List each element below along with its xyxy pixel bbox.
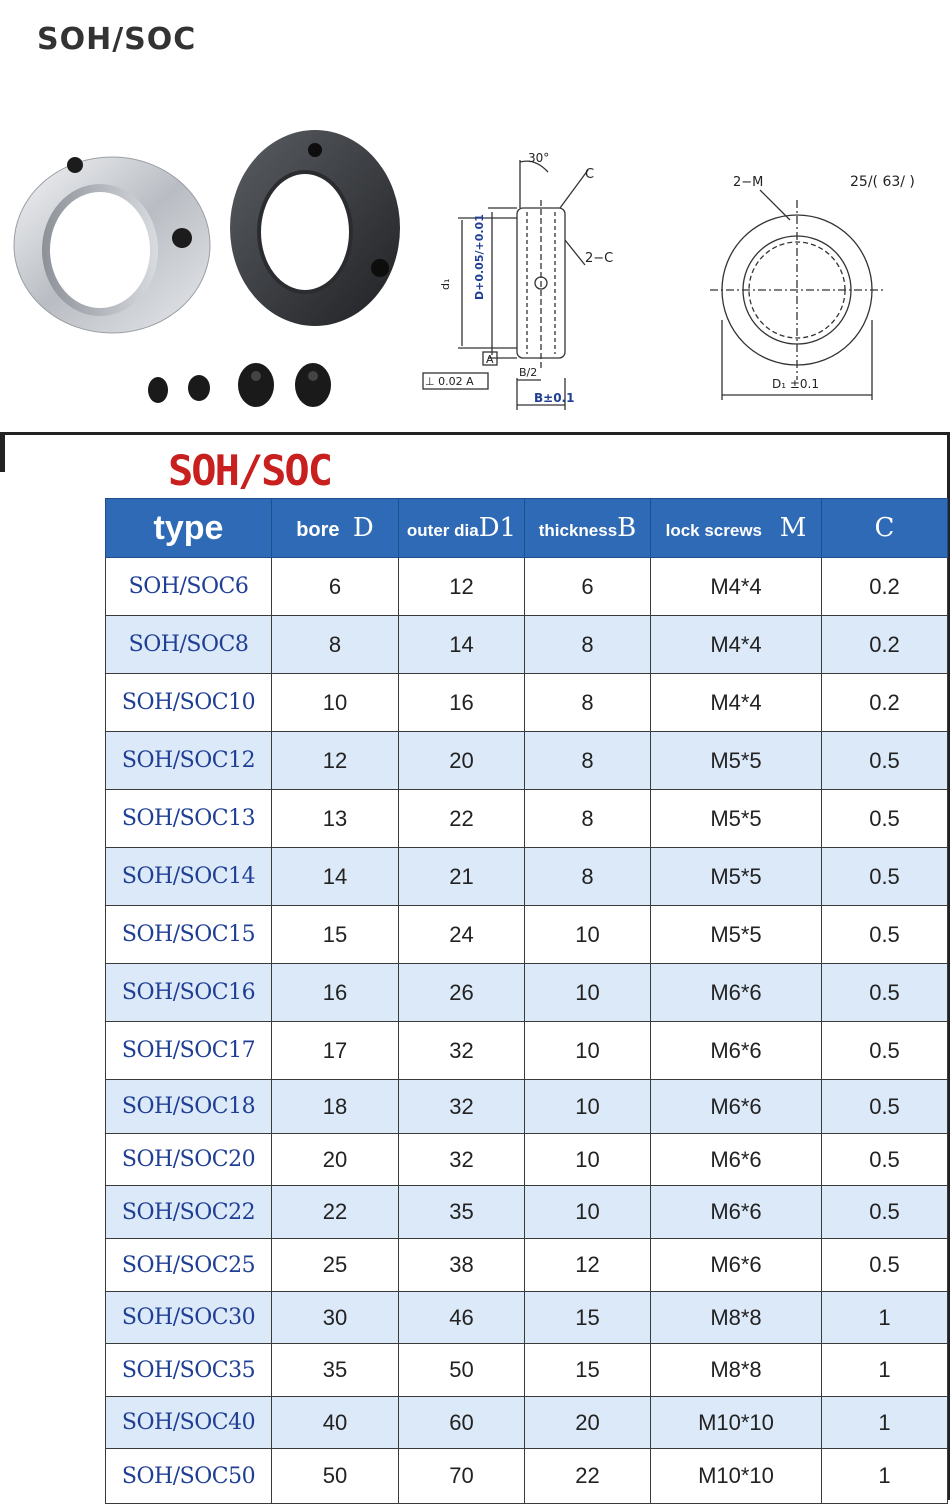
table-row bbox=[106, 790, 948, 848]
outer-dia-cell: 50 bbox=[399, 1344, 525, 1397]
chamfer-cell: 0.5 bbox=[822, 1080, 948, 1134]
bore-cell: 35 bbox=[272, 1344, 399, 1397]
type-cell: SOH/SOC12 bbox=[106, 732, 272, 790]
table-row bbox=[106, 1239, 948, 1292]
type-cell: SOH/SOC17 bbox=[106, 1022, 272, 1080]
spec-table-body bbox=[106, 558, 948, 1504]
chamfer-cell: 0.5 bbox=[822, 732, 948, 790]
type-cell: SOH/SOC13 bbox=[106, 790, 272, 848]
chamfer-cell: 0.5 bbox=[822, 906, 948, 964]
header-lock-screws: lock screws M bbox=[651, 499, 822, 558]
set-screws-photo bbox=[148, 363, 331, 407]
table-row bbox=[106, 848, 948, 906]
thickness-cell: 10 bbox=[525, 1022, 651, 1080]
bore-cell: 13 bbox=[272, 790, 399, 848]
type-cell: SOH/SOC25 bbox=[106, 1239, 272, 1292]
flatness-label: ⊥ 0.02 A bbox=[425, 375, 474, 388]
chamfer-cell: 0.2 bbox=[822, 674, 948, 732]
outer-dia-cell: 32 bbox=[399, 1134, 525, 1186]
outer-dia-cell: 24 bbox=[399, 906, 525, 964]
thickness-cell: 10 bbox=[525, 1080, 651, 1134]
table-row bbox=[106, 616, 948, 674]
chamfer-cell: 0.5 bbox=[822, 1186, 948, 1239]
type-cell: SOH/SOC8 bbox=[106, 616, 272, 674]
thickness-cell: 15 bbox=[525, 1344, 651, 1397]
bore-cell: 18 bbox=[272, 1080, 399, 1134]
product-illustrations bbox=[0, 120, 952, 420]
bore-cell: 6 bbox=[272, 558, 399, 616]
table-row bbox=[106, 906, 948, 964]
lock-screw-cell: M6*6 bbox=[651, 1022, 822, 1080]
header-thickness: thicknessB bbox=[525, 499, 651, 558]
chamfer-cell: 0.5 bbox=[822, 1022, 948, 1080]
type-cell: SOH/SOC50 bbox=[106, 1449, 272, 1504]
thickness-cell: 10 bbox=[525, 1134, 651, 1186]
outer-dia-cell: 32 bbox=[399, 1022, 525, 1080]
table-row bbox=[106, 1344, 948, 1397]
table-header-row bbox=[106, 499, 948, 558]
surface-finish-label: 25/( 63/ ) bbox=[850, 174, 915, 190]
chamfer-count-label: 2−C bbox=[585, 251, 614, 266]
outer-dia-cell: 46 bbox=[399, 1292, 525, 1344]
thickness-cell: 6 bbox=[525, 558, 651, 616]
outer-dia-cell: 26 bbox=[399, 964, 525, 1022]
outer-dia-cell: 38 bbox=[399, 1239, 525, 1292]
outer-dia-cell: 22 bbox=[399, 790, 525, 848]
bore-cell: 15 bbox=[272, 906, 399, 964]
type-cell: SOH/SOC22 bbox=[106, 1186, 272, 1239]
half-b-label: B/2 bbox=[519, 366, 538, 379]
chamfer-cell: 0.5 bbox=[822, 790, 948, 848]
bore-cell: 14 bbox=[272, 848, 399, 906]
table-row bbox=[106, 964, 948, 1022]
silver-collar-photo bbox=[14, 157, 210, 333]
table-row bbox=[106, 1292, 948, 1344]
type-cell: SOH/SOC10 bbox=[106, 674, 272, 732]
type-cell: SOH/SOC40 bbox=[106, 1397, 272, 1449]
table-row bbox=[106, 1186, 948, 1239]
chamfer-cell: 1 bbox=[822, 1449, 948, 1504]
datum-label: A bbox=[486, 353, 494, 366]
thickness-cell: 10 bbox=[525, 906, 651, 964]
header-type: type bbox=[106, 499, 272, 558]
bore-cell: 16 bbox=[272, 964, 399, 1022]
lock-screw-cell: M8*8 bbox=[651, 1292, 822, 1344]
table-row bbox=[106, 1449, 948, 1504]
black-collar-photo bbox=[230, 130, 400, 326]
type-cell: SOH/SOC35 bbox=[106, 1344, 272, 1397]
thickness-cell: 8 bbox=[525, 674, 651, 732]
outer-dia-cell: 14 bbox=[399, 616, 525, 674]
outer-dia-cell: 16 bbox=[399, 674, 525, 732]
outer-dia-cell: 32 bbox=[399, 1080, 525, 1134]
header-outer-dia: outer diaD1 bbox=[399, 499, 525, 558]
header-c: C bbox=[822, 499, 948, 558]
lock-screw-cell: M6*6 bbox=[651, 964, 822, 1022]
outer-dia-cell: 21 bbox=[399, 848, 525, 906]
table-row bbox=[106, 558, 948, 616]
chamfer-cell: 0.2 bbox=[822, 616, 948, 674]
lock-screw-cell: M5*5 bbox=[651, 732, 822, 790]
thickness-cell: 10 bbox=[525, 964, 651, 1022]
table-row bbox=[106, 1080, 948, 1134]
frame-corner bbox=[0, 432, 5, 472]
bore-cell: 17 bbox=[272, 1022, 399, 1080]
chamfer-cell: 1 bbox=[822, 1292, 948, 1344]
bore-cell: 40 bbox=[272, 1397, 399, 1449]
page-title: SOH/SOC bbox=[37, 22, 197, 57]
chamfer-cell: 0.2 bbox=[822, 558, 948, 616]
type-cell: SOH/SOC30 bbox=[106, 1292, 272, 1344]
lock-screw-cell: M4*4 bbox=[651, 558, 822, 616]
chamfer-cell: 0.5 bbox=[822, 964, 948, 1022]
type-cell: SOH/SOC14 bbox=[106, 848, 272, 906]
thickness-cell: 20 bbox=[525, 1397, 651, 1449]
lock-screw-cell: M5*5 bbox=[651, 906, 822, 964]
bore-cell: 25 bbox=[272, 1239, 399, 1292]
header-bore: bore D bbox=[272, 499, 399, 558]
lock-screw-cell: M4*4 bbox=[651, 616, 822, 674]
chamfer-cell: 1 bbox=[822, 1397, 948, 1449]
lock-screw-cell: M6*6 bbox=[651, 1239, 822, 1292]
lock-screw-cell: M10*10 bbox=[651, 1397, 822, 1449]
table-row bbox=[106, 732, 948, 790]
screw-label: 2−M bbox=[733, 175, 764, 190]
lock-screw-cell: M5*5 bbox=[651, 790, 822, 848]
lock-screw-cell: M6*6 bbox=[651, 1134, 822, 1186]
outer-dia-cell: 12 bbox=[399, 558, 525, 616]
table-row bbox=[106, 674, 948, 732]
b-tolerance-label: B±0.1 bbox=[534, 391, 575, 405]
table-row bbox=[106, 1397, 948, 1449]
chamfer-cell: 0.5 bbox=[822, 1134, 948, 1186]
table-row bbox=[106, 1134, 948, 1186]
bore-cell: 10 bbox=[272, 674, 399, 732]
thickness-cell: 10 bbox=[525, 1186, 651, 1239]
thickness-cell: 22 bbox=[525, 1449, 651, 1504]
outer-dia-cell: 35 bbox=[399, 1186, 525, 1239]
d1-label: d₁ bbox=[439, 278, 452, 290]
bore-cell: 22 bbox=[272, 1186, 399, 1239]
bore-cell: 50 bbox=[272, 1449, 399, 1504]
lock-screw-cell: M4*4 bbox=[651, 674, 822, 732]
thickness-cell: 8 bbox=[525, 848, 651, 906]
type-cell: SOH/SOC6 bbox=[106, 558, 272, 616]
outer-dia-cell: 60 bbox=[399, 1397, 525, 1449]
thickness-cell: 8 bbox=[525, 790, 651, 848]
type-cell: SOH/SOC20 bbox=[106, 1134, 272, 1186]
d-tolerance-label: D+0.05/+0.01 bbox=[473, 214, 486, 300]
table-row bbox=[106, 1022, 948, 1080]
chamfer-cell: 0.5 bbox=[822, 1239, 948, 1292]
type-cell: SOH/SOC18 bbox=[106, 1080, 272, 1134]
chamfer-cell: 1 bbox=[822, 1344, 948, 1397]
angle-label: 30° bbox=[528, 151, 550, 165]
lock-screw-cell: M6*6 bbox=[651, 1186, 822, 1239]
thickness-cell: 8 bbox=[525, 732, 651, 790]
bore-cell: 30 bbox=[272, 1292, 399, 1344]
outer-dia-cell: 20 bbox=[399, 732, 525, 790]
bore-cell: 8 bbox=[272, 616, 399, 674]
front-view-labels bbox=[733, 174, 915, 391]
table-title: SOH/SOC bbox=[168, 446, 332, 495]
type-cell: SOH/SOC16 bbox=[106, 964, 272, 1022]
lock-screw-cell: M5*5 bbox=[651, 848, 822, 906]
d1-tolerance-label: D₁ ±0.1 bbox=[772, 377, 820, 391]
lock-screw-cell: M6*6 bbox=[651, 1080, 822, 1134]
bore-cell: 20 bbox=[272, 1134, 399, 1186]
outer-dia-cell: 70 bbox=[399, 1449, 525, 1504]
thickness-cell: 12 bbox=[525, 1239, 651, 1292]
lock-screw-cell: M8*8 bbox=[651, 1344, 822, 1397]
chamfer-cell: 0.5 bbox=[822, 848, 948, 906]
thickness-cell: 8 bbox=[525, 616, 651, 674]
front-view-drawing bbox=[710, 190, 885, 400]
type-cell: SOH/SOC15 bbox=[106, 906, 272, 964]
bore-cell: 12 bbox=[272, 732, 399, 790]
side-view-labels bbox=[425, 151, 613, 405]
thickness-cell: 15 bbox=[525, 1292, 651, 1344]
spec-table bbox=[105, 498, 948, 1504]
lock-screw-cell: M10*10 bbox=[651, 1449, 822, 1504]
chamfer-label: C bbox=[585, 167, 595, 182]
